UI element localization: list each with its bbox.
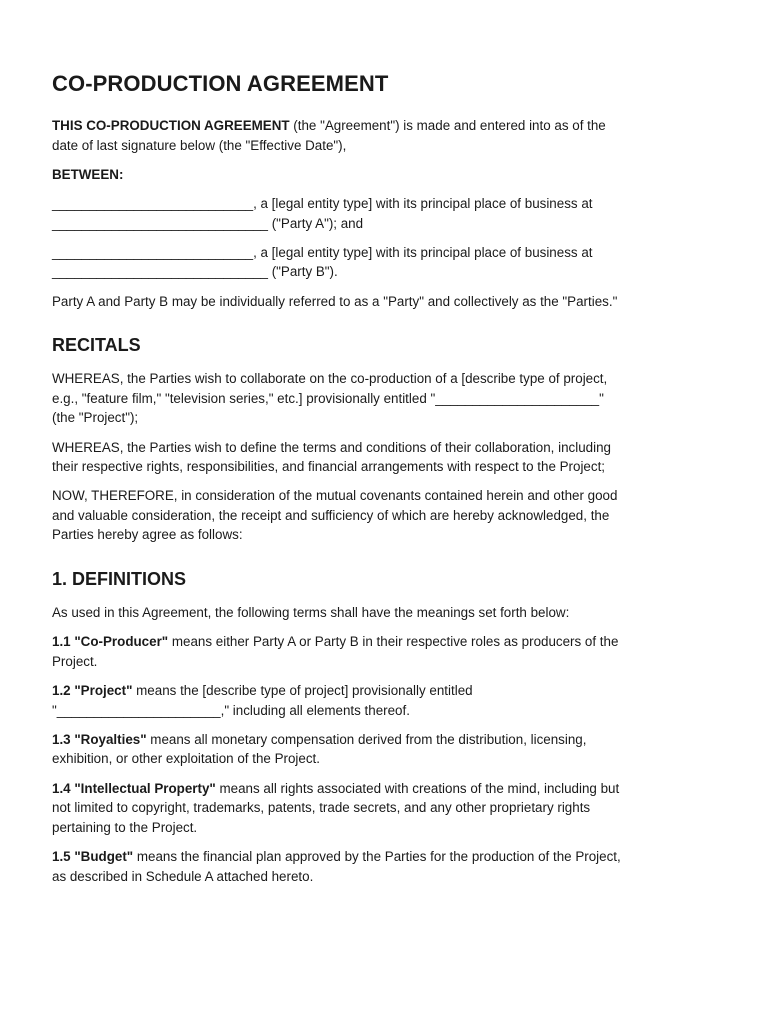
intro-line2: date of last signature below (the "Effective Date"), — [52, 137, 347, 153]
definition-term: 1.2 "Project" — [52, 683, 133, 699]
whereas-2-line1: WHEREAS, the Parties wish to define the terms and conditions of their collaboration, including — [52, 439, 611, 455]
whereas-1-line2: e.g., "feature film," "television series," etc.] provisionally entitled "______________________" — [52, 390, 604, 406]
now-therefore-line1: NOW, THEREFORE, in consideration of the mutual covenants contained herein and other good — [52, 488, 618, 504]
definition-line1: means the [describe type of project] provisionally entitled — [132, 683, 473, 699]
between-label — [52, 165, 718, 185]
party-a-paragraph — [52, 194, 718, 233]
document-title: CO-PRODUCTION AGREEMENT — [52, 71, 389, 96]
definition-1-5 — [52, 847, 718, 886]
definition-term: 1.5 "Budget" — [52, 848, 134, 864]
intro-bold: THIS CO-PRODUCTION AGREEMENT — [52, 118, 290, 133]
party-a-line1: ___________________________, a [legal entity type] with its principal place of business at — [52, 195, 593, 211]
now-therefore-line3: Parties hereby agree as follows: — [52, 527, 243, 543]
whereas-1-paragraph — [52, 369, 718, 428]
whereas-2-paragraph — [52, 438, 718, 477]
party-b-line1: ___________________________, a [legal entity type] with its principal place of business at — [52, 244, 593, 260]
between-label-text: BETWEEN: — [52, 166, 124, 182]
definition-line1: means all rights associated with creations of the mind, including but — [215, 780, 620, 796]
definition-line2: "______________________," including all elements thereof. — [52, 702, 410, 718]
intro-line1-rest: (the "Agreement") is made and entered into as of the — [289, 118, 606, 133]
definition-term: 1.1 "Co-Producer" — [52, 634, 169, 650]
definitions-intro-text: As used in this Agreement, the following terms shall have the meanings set forth below: — [52, 605, 570, 621]
definition-line2: Project. — [52, 653, 98, 669]
definition-1-2 — [52, 681, 718, 720]
definition-line1: means either Party A or Party B in their respective roles as producers of the — [168, 634, 619, 650]
definition-line1: means all monetary compensation derived from the distribution, licensing, — [146, 731, 587, 747]
definition-line2: not limited to copyright, trademarks, patents, trade secrets, and any other proprietary rights — [52, 800, 591, 816]
definition-term: 1.3 "Royalties" — [52, 731, 147, 747]
definitions-intro — [52, 603, 718, 623]
definition-line2: as described in Schedule A attached hereto. — [52, 868, 314, 884]
party-b-line2: _____________________________ ("Party B"). — [52, 264, 338, 280]
now-therefore-line2: and valuable consideration, the receipt and sufficiency of which are hereby acknowledged, the — [52, 507, 610, 523]
document-page — [52, 70, 718, 896]
recitals-heading: RECITALS — [52, 335, 141, 356]
parties-text: Party A and Party B may be individually referred to as a "Party" and collectively as the "Parties." — [52, 293, 618, 309]
whereas-1-line1: WHEREAS, the Parties wish to collaborate on the co-production of a [describe type of project, — [52, 371, 608, 387]
definition-line1: means the financial plan approved by the Parties for the production of the Project, — [133, 848, 621, 864]
parties-paragraph — [52, 292, 718, 312]
whereas-2-line2: their respective rights, responsibilities, and financial arrangements with respect to the Project; — [52, 459, 606, 475]
party-b-paragraph — [52, 243, 718, 282]
definition-1-3 — [52, 730, 718, 769]
definition-line2: exhibition, or other exploitation of the Project. — [52, 751, 320, 767]
definition-1-1 — [52, 632, 718, 671]
definition-1-4 — [52, 779, 718, 838]
whereas-1-line3: (the "Project"); — [52, 410, 139, 426]
definitions-heading: 1. DEFINITIONS — [52, 569, 187, 590]
now-therefore-paragraph — [52, 486, 718, 545]
intro-paragraph — [52, 116, 718, 155]
definition-term: 1.4 "Intellectual Property" — [52, 780, 216, 796]
definition-line3: pertaining to the Project. — [52, 819, 198, 835]
party-a-line2: _____________________________ ("Party A"); and — [52, 215, 364, 231]
